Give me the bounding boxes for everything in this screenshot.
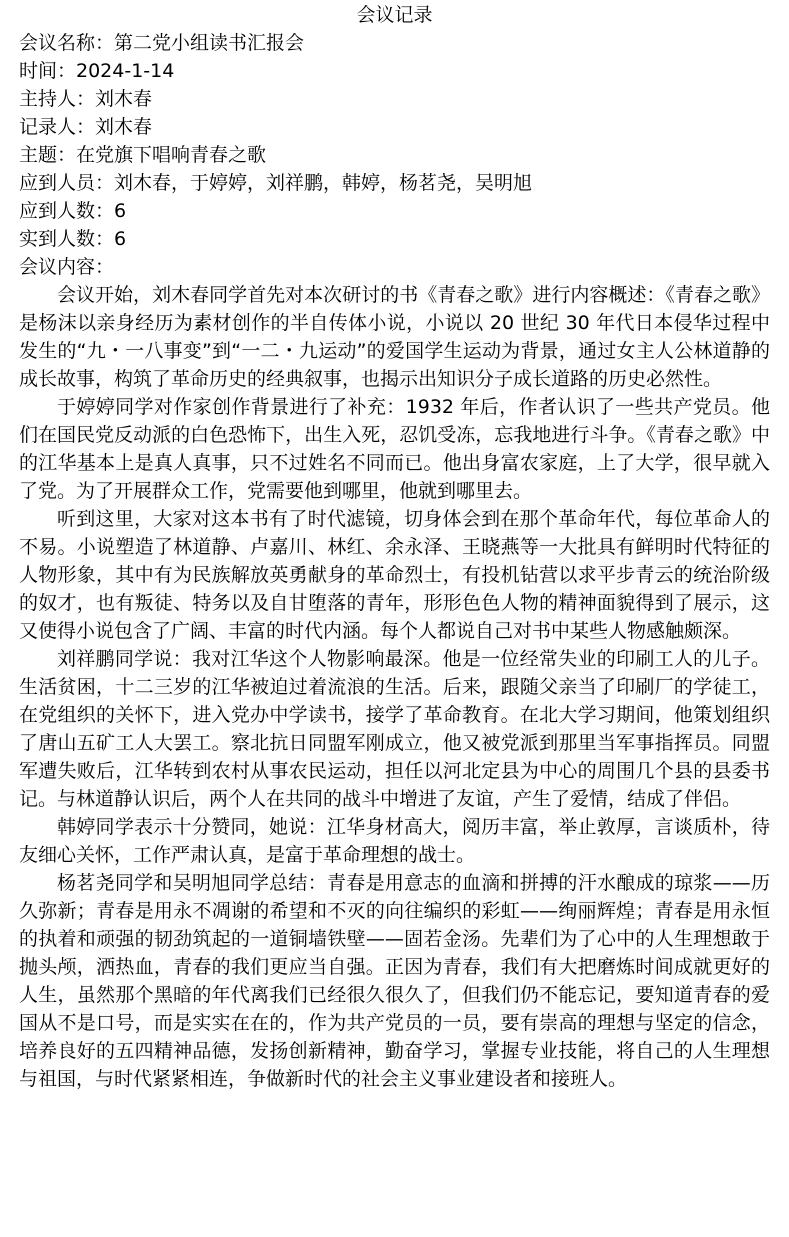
content-paragraph: 听到这里，大家对这本书有了时代滤镜，切身体会到在那个革命年代，每位革命人的不易。小说塑造了林道静、卢嘉川、林红、余永泽、王晓燕等一大批具有鲜明时代特征的人物形象，其中有为民族解放英勇献身的革命烈士，有投机钻营以求平步青云的统治阶级的奴才，也有叛徒、特务以及自甘堕落的青年，形形色色人物的精神面貌得到了展示，这又使得小说包含了广阔、丰富的时代内涵。每个人都说自己对书中某些人物感触颇深。 <box>19 508 770 642</box>
meeting-name: 会议名称：第二党小组读书汇报会 <box>19 32 305 54</box>
actual-count: 实到人数：6 <box>19 228 127 250</box>
content-paragraph: 韩婷同学表示十分赞同，她说：江华身材高大，阅历丰富，举止敦厚，言谈质朴，待友细心关怀，工作严肃认真，是富于革命理想的战士。 <box>19 816 770 866</box>
meeting-host: 主持人：刘木春 <box>19 88 153 110</box>
document-title: 会议记录 <box>356 4 433 26</box>
meeting-theme: 主题：在党旗下唱响青春之歌 <box>19 144 267 166</box>
content-paragraph: 杨茗尧同学和吴明旭同学总结：青春是用意志的血滴和拼搏的汗水酿成的琼浆——历久弥新；青春是用永不凋谢的希望和不灭的向往编织的彩虹——绚丽辉煌；青春是用永恒的执着和顽强的韧劲筑起的一道铜墙铁壁——固若金汤。先辈们为了心中的人生理想敢于抛头颅，洒热血，青春的我们更应当自强。正因为青春，我们有大把磨炼时间成就更好的人生，虽然那个黑暗的年代离我们已经很久很久了，但我们仍不能忘记，要知道青春的爱国从不是口号，而是实实在在的，作为共产党员的一员，要有崇高的理想与坚定的信念，培养良好的五四精神品德，发扬创新精神，勤奋学习，掌握专业技能，将自己的人生理想与祖国，与时代紧紧相连，争做新时代的社会主义事业建设者和接班人。 <box>19 872 770 1090</box>
expected-attendees: 应到人员：刘木春，于婷婷，刘祥鹏，韩婷，杨茗尧，吴明旭 <box>19 172 533 194</box>
meeting-recorder: 记录人：刘木春 <box>19 116 153 138</box>
meeting-time: 时间：2024-1-14 <box>19 60 175 82</box>
content-paragraph: 刘祥鹏同学说：我对江华这个人物影响最深。他是一位经常失业的印刷工人的儿子。生活贫困，十二三岁的江华被迫过着流浪的生活。后来，跟随父亲当了印刷厂的学徒工，在党组织的关怀下，进入党办中学读书，接学了革命教育。在北大学习期间，他策划组织了唐山五矿工人大罢工。察北抗日同盟军刚成立，他又被党派到那里当军事指挥员。同盟军遭失败后，江华转到农村从事农民运动，担任以河北定县为中心的周围几个县的县委书记。与林道静认识后，两个人在共同的战斗中增进了友谊，产生了爱情，结成了伴侣。 <box>19 648 770 810</box>
content-paragraph: 会议开始，刘木春同学首先对本次研讨的书《青春之歌》进行内容概述：《青春之歌》是杨沫以亲身经历为素材创作的半自传体小说，小说以 20 世纪 30 年代日本侵华过程中发生的“九・一八事变”到“一二・九运动”的爱国学生运动为背景，通过女主人公林道静的成长故事，构筑了革命历史的经典叙事，也揭示出知识分子成长道路的历史必然性。 <box>19 284 770 390</box>
meeting-content-label: 会议内容： <box>19 256 115 278</box>
expected-count: 应到人数：6 <box>19 200 127 222</box>
content-paragraph: 于婷婷同学对作家创作背景进行了补充：1932 年后，作者认识了一些共产党员。他们在国民党反动派的白色恐怖下，出生入死，忍饥受冻，忘我地进行斗争。《青春之歌》中的江华基本上是真人真事，只不过姓名不同而已。他出身富农家庭，上了大学，很早就入了党。为了开展群众工作，党需要他到哪里，他就到哪里去。 <box>19 396 770 502</box>
